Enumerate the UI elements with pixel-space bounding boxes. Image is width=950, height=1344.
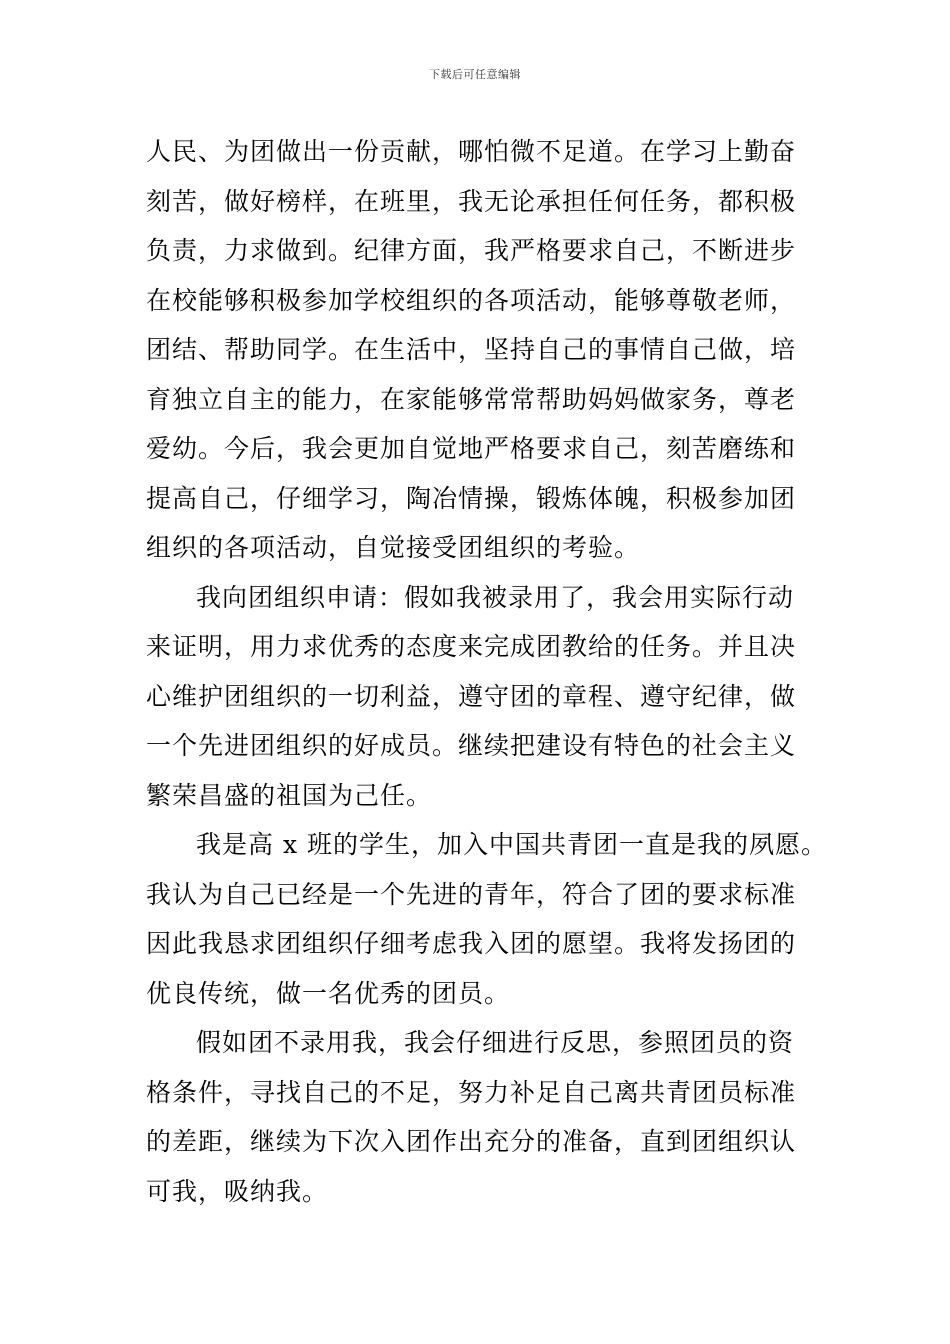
text-line: 刻苦，做好榜样，在班里，我无论承担任何任务，都积极 — [146, 186, 797, 216]
text-line: 爱幼。今后，我会更加自觉地严格要求自己，刻苦磨练和 — [146, 434, 797, 463]
text-line: 因此我恳求团组织仔细考虑我入团的愿望。我将发扬团的 — [146, 929, 797, 958]
text-line: 心维护团组织的一切利益，遵守团的章程、遵守纪律，做 — [146, 681, 797, 711]
text-line: 团结、帮助同学。在生活中，坚持自己的事情自己做，培 — [146, 335, 797, 364]
text-line: 我向团组织申请：假如我被录用了，我会用实际行动 — [196, 582, 795, 612]
document-body — [146, 127, 827, 1216]
text-line: 人民、为团做出一份贡献，哪怕微不足道。在学习上勤奋 — [146, 137, 797, 166]
paragraph-2 — [146, 573, 806, 821]
text-line: 格条件，寻找自己的不足，努力补足自己离共青团员标准 — [146, 1077, 797, 1107]
paragraph-3 — [146, 820, 827, 1018]
page-header: 下载后可任意编辑 — [429, 68, 521, 81]
text-line: 育独立自主的能力，在家能够常常帮助妈妈做家务，尊老 — [146, 384, 797, 414]
text-line: 来证明，用力求优秀的态度来完成团教给的任务。并且决 — [146, 632, 797, 661]
text-line: 一个先进团组织的好成员。继续把建设有特色的社会主义 — [146, 731, 797, 760]
text-line: 繁荣昌盛的祖国为己任。 — [146, 780, 433, 810]
text-line: 我认为自己已经是一个先进的青年，符合了团的要求标准 — [146, 879, 797, 909]
paragraph-1 — [146, 127, 806, 573]
text-line: 可我，吸纳我。 — [146, 1176, 329, 1206]
text-line: 负责，力求做到。纪律方面，我严格要求自己，不断进步 — [146, 236, 797, 265]
text-line: 组织的各项活动，自觉接受团组织的考验。 — [146, 533, 641, 562]
text-line: 在校能够积极参加学校组织的各项活动，能够尊敬老师， — [146, 285, 797, 315]
text-line: 假如团不录用我，我会仔细进行反思，参照团员的资 — [196, 1028, 795, 1057]
text-line: 优良传统，做一名优秀的团员。 — [146, 978, 511, 1008]
text-line: 提高自己，仔细学习，陶冶情操，锻炼体魄，积极参加团 — [146, 483, 797, 513]
paragraph-4 — [146, 1018, 806, 1216]
text-line: 的差距，继续为下次入团作出充分的准备，直到团组织认 — [146, 1127, 797, 1156]
text-line: 我是高 x 班的学生，加入中国共青团一直是我的夙愿。 — [196, 830, 827, 859]
